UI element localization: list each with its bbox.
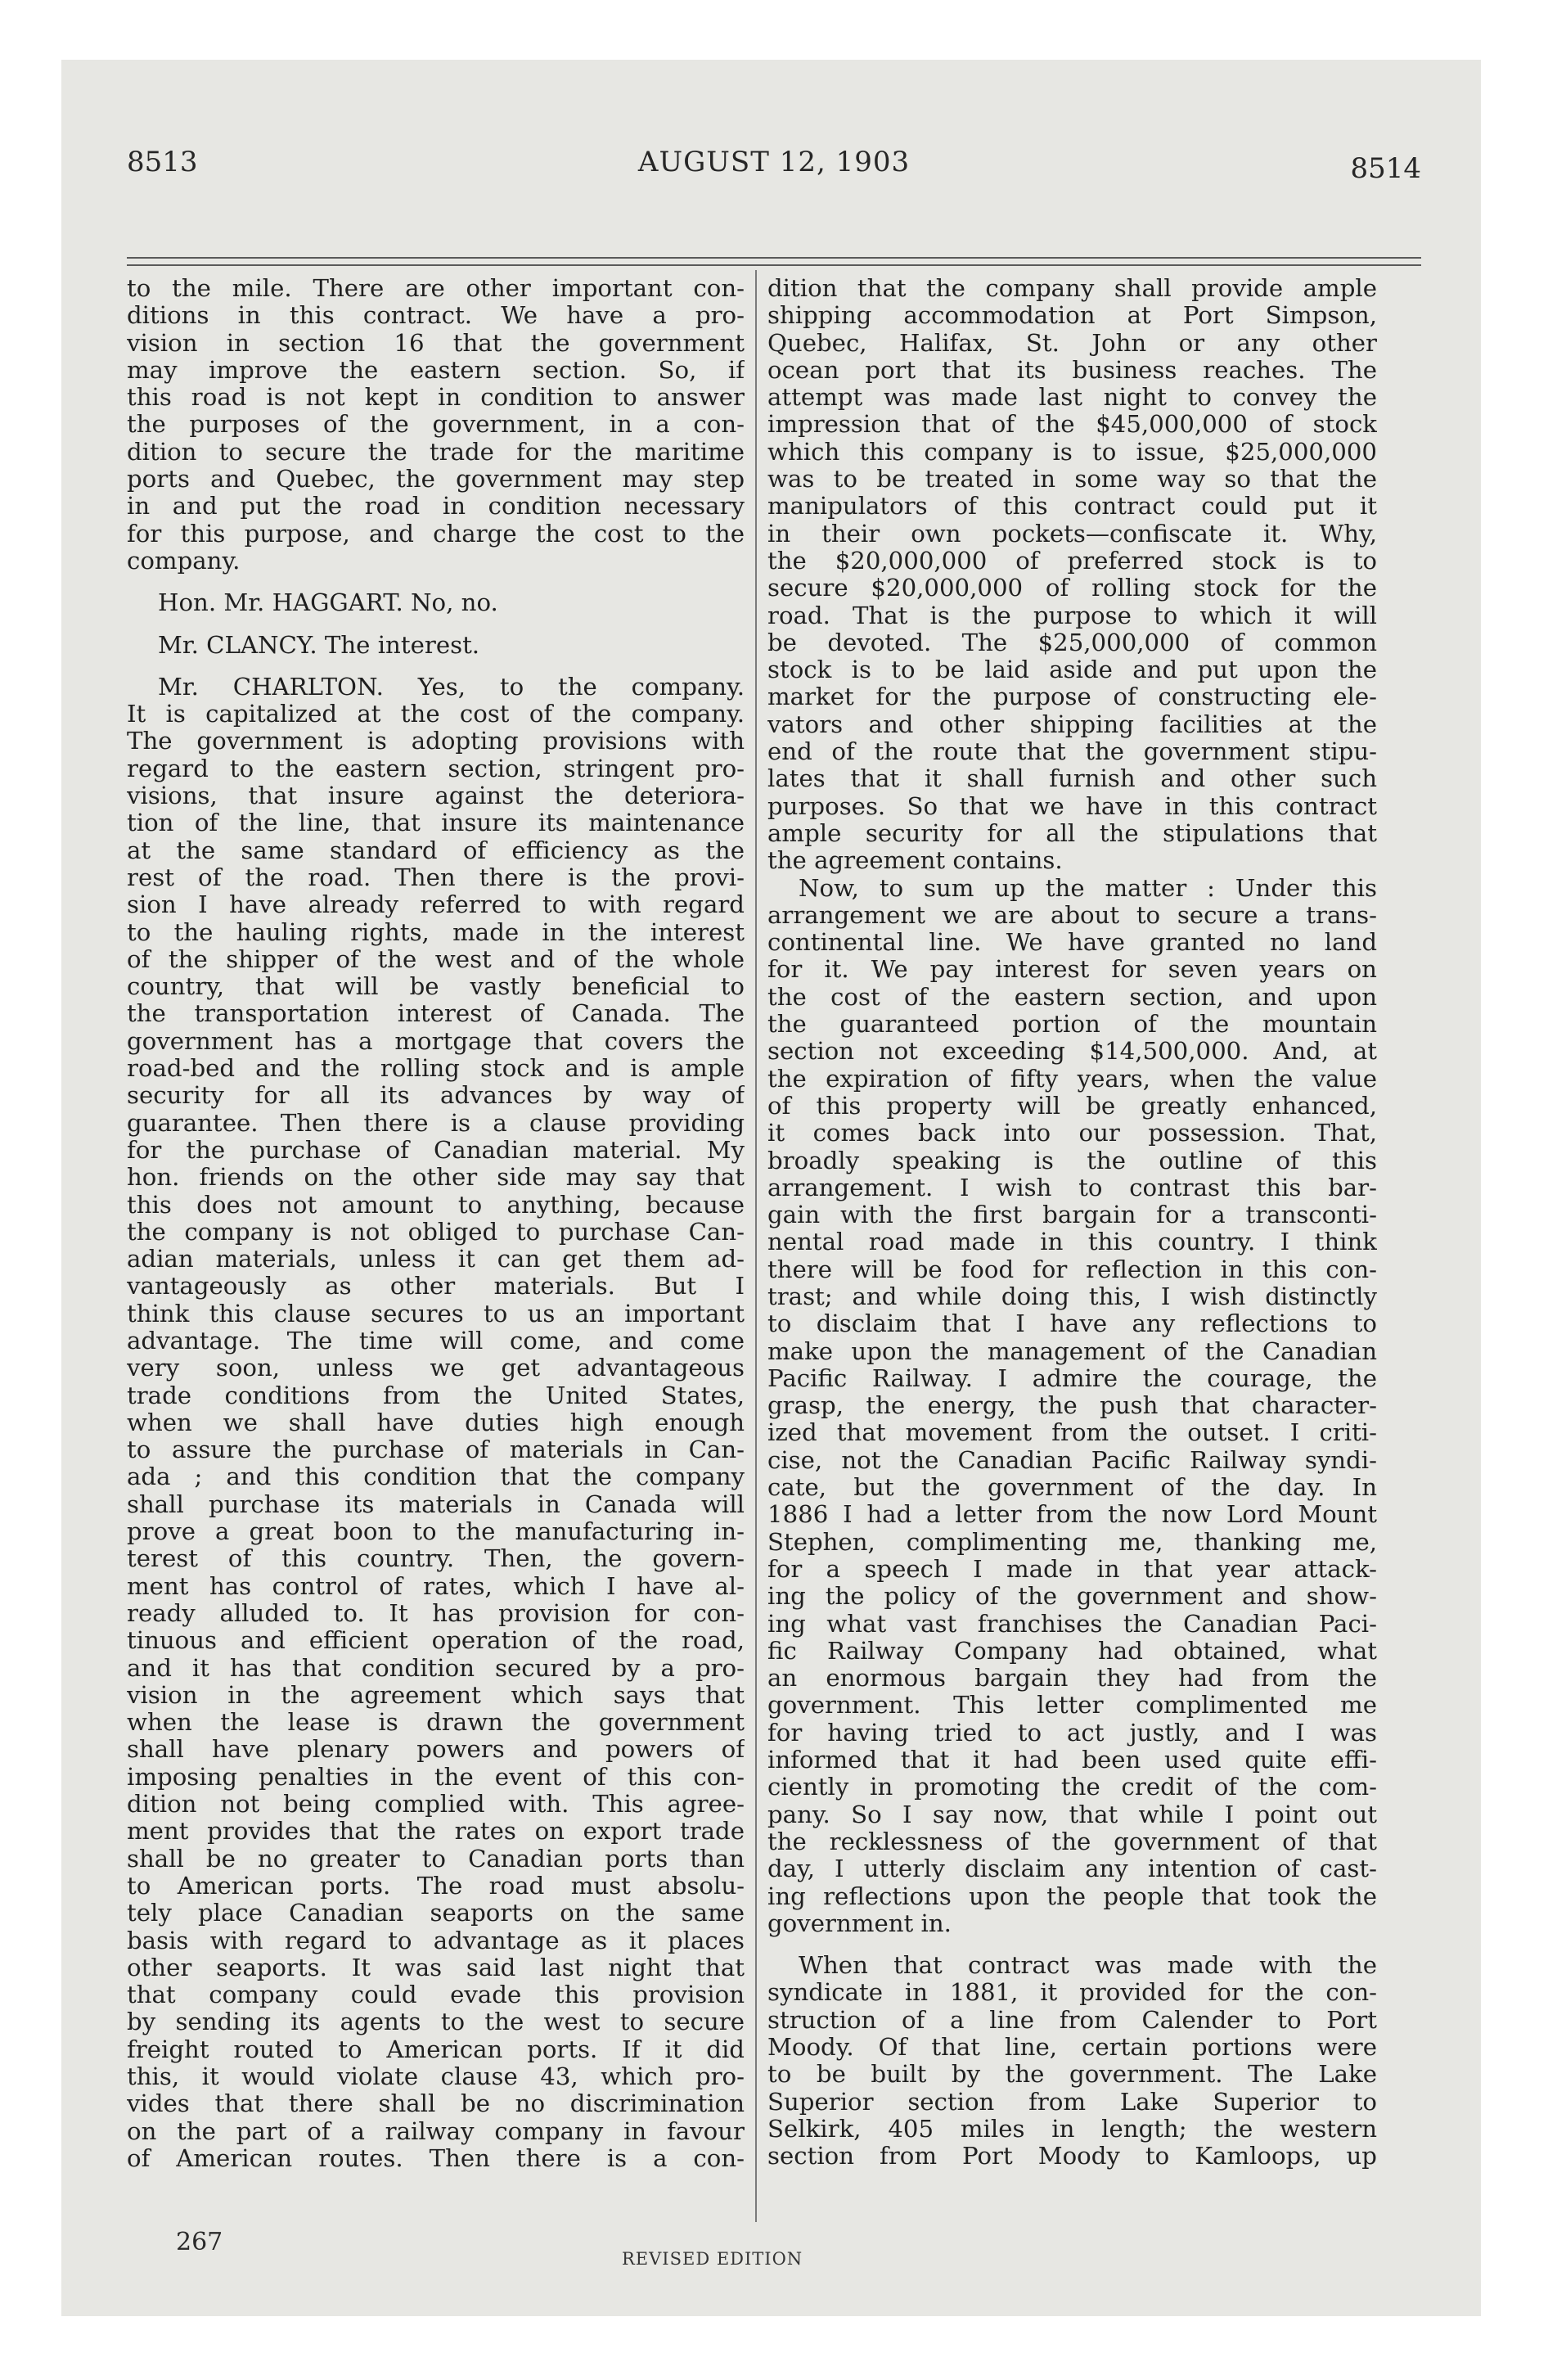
text-line: basis with regard to advantage as it places bbox=[127, 1926, 745, 1954]
left-column bbox=[127, 275, 745, 2239]
text-line: cate, but the government of the day. In bbox=[767, 1473, 1377, 1502]
text-line: visions, that insure against the deteriora- bbox=[127, 782, 745, 810]
text-line: ciently in promoting the credit of the com- bbox=[767, 1773, 1377, 1801]
text-line: ing the policy of the government and show- bbox=[767, 1582, 1377, 1611]
text-line: section not exceeding $14,500,000. And, at bbox=[767, 1037, 1377, 1066]
text-line: vantageously as other materials. But I bbox=[127, 1272, 745, 1300]
text-line: 1886 I had a letter from the now Lord Mount bbox=[767, 1500, 1377, 1529]
folio-number: 267 bbox=[176, 2228, 223, 2256]
text-line: ample security for all the stipulations that bbox=[767, 818, 1377, 847]
text-line: end of the route that the government stipu- bbox=[767, 737, 1377, 766]
text-line: ports and Quebec, the government may step bbox=[127, 465, 745, 494]
text-line: ada ; and this condition that the company bbox=[127, 1463, 745, 1491]
text-line: adian materials, unless it can get them ad- bbox=[127, 1245, 745, 1273]
text-line: government has a mortgage that covers the bbox=[127, 1026, 745, 1055]
text-line: road-bed and the rolling stock and is ample bbox=[127, 1054, 745, 1083]
text-line: struction of a line from Calender to Port bbox=[767, 2005, 1377, 2034]
text-line: grasp, the energy, the push that character- bbox=[767, 1391, 1377, 1420]
text-line: the expiration of fifty years, when the value bbox=[767, 1064, 1377, 1093]
text-line: tinuous and efficient operation of the road, bbox=[127, 1626, 745, 1655]
text-line: sion I have already referred to with regard bbox=[127, 890, 745, 919]
text-line: impression that of the $45,000,000 of stock bbox=[767, 410, 1377, 439]
text-line: think this clause secures to us an important bbox=[127, 1299, 745, 1327]
text-line: ment provides that the rates on export trade bbox=[127, 1817, 745, 1846]
text-line: vision in the agreement which says that bbox=[127, 1680, 745, 1709]
text-line: ment has control of rates, which I have al- bbox=[127, 1571, 745, 1600]
right-page-number: 8514 bbox=[1350, 152, 1421, 185]
text-line: ocean port that its business reaches. The bbox=[767, 355, 1377, 384]
text-line: lates that it shall furnish and other such bbox=[767, 764, 1377, 793]
text-line: fic Railway Company had obtained, what bbox=[767, 1636, 1377, 1665]
text-line: guarantee. Then there is a clause providing bbox=[127, 1108, 745, 1137]
text-line: the transportation interest of Canada. The bbox=[127, 999, 745, 1028]
text-line: The government is adopting provisions with bbox=[127, 727, 745, 755]
text-line: country, that will be vastly beneficial to bbox=[127, 972, 745, 1001]
text-line: of American routes. Then there is a con- bbox=[127, 2143, 745, 2172]
text-line: the company is not obliged to purchase Can- bbox=[127, 1217, 745, 1246]
text-line: company. bbox=[127, 546, 241, 575]
text-line: section from Port Moody to Kamloops, up bbox=[767, 2142, 1377, 2170]
text-line: ing what vast franchises the Canadian Paci- bbox=[767, 1609, 1377, 1638]
text-line: to disclaim that I have any reflections to bbox=[767, 1309, 1377, 1338]
text-line: by sending its agents to the west to secure bbox=[127, 2008, 745, 2036]
text-line: Mr. CLANCY. The interest. bbox=[158, 630, 480, 659]
text-line: shall purchase its materials in Canada will bbox=[127, 1490, 745, 1518]
text-line: of this property will be greatly enhanced, bbox=[767, 1091, 1377, 1120]
text-line: for this purpose, and charge the cost to the bbox=[127, 519, 745, 548]
text-line: may improve the eastern section. So, if bbox=[127, 355, 745, 384]
left-page-number: 8513 bbox=[127, 146, 198, 178]
text-line: to American ports. The road must absolu- bbox=[127, 1871, 745, 1900]
text-line: the cost of the eastern section, and upon bbox=[767, 982, 1377, 1011]
text-line: Hon. Mr. HAGGART. No, no. bbox=[158, 588, 498, 617]
text-line: day, I utterly disclaim any intention of cast- bbox=[767, 1855, 1377, 1883]
text-line: freight routed to American ports. If it did bbox=[127, 2035, 745, 2063]
text-line: rest of the road. Then there is the provi- bbox=[127, 863, 745, 891]
text-line: syndicate in 1881, it provided for the con- bbox=[767, 1978, 1377, 2007]
text-line: shall have plenary powers and powers of bbox=[127, 1735, 745, 1764]
text-line: vators and other shipping facilities at the bbox=[767, 710, 1377, 738]
text-line: purposes. So that we have in this contract bbox=[767, 791, 1377, 820]
text-line: be devoted. The $25,000,000 of common bbox=[767, 628, 1377, 656]
text-line: government in. bbox=[767, 1909, 952, 1937]
text-line: dition to secure the trade for the maritime bbox=[127, 437, 745, 466]
text-line: on the part of a railway company in favour bbox=[127, 2116, 745, 2145]
text-line: was to be treated in some way so that the bbox=[767, 465, 1377, 494]
text-line: manipulators of this contract could put it bbox=[767, 492, 1377, 521]
text-line: Superior section from Lake Superior to bbox=[767, 2087, 1377, 2116]
text-line: imposing penalties in the event of this con- bbox=[127, 1762, 745, 1791]
text-line: very soon, unless we get advantageous bbox=[127, 1354, 745, 1382]
right-column bbox=[767, 275, 1377, 2239]
text-line: security for all its advances by way of bbox=[127, 1081, 745, 1110]
text-line: Pacific Railway. I admire the courage, the bbox=[767, 1364, 1377, 1392]
text-line: the purposes of the government, in a con- bbox=[127, 410, 745, 439]
text-line: vision in section 16 that the government bbox=[127, 328, 745, 357]
text-line: this, it would violate clause 43, which pro- bbox=[127, 2062, 745, 2090]
text-line: cise, not the Canadian Pacific Railway syndi- bbox=[767, 1445, 1377, 1474]
text-line: stock is to be laid aside and put upon the bbox=[767, 656, 1377, 684]
page-header bbox=[127, 146, 1421, 195]
text-line: other seaports. It was said last night that bbox=[127, 1953, 745, 1981]
text-line: to be built by the government. The Lake bbox=[767, 2060, 1377, 2089]
text-line: Mr. CHARLTON. Yes, to the company. bbox=[158, 672, 745, 701]
text-line: arrangement. I wish to contrast this bar- bbox=[767, 1173, 1377, 1201]
text-line: It is capitalized at the cost of the company. bbox=[127, 700, 745, 728]
text-line: this road is not kept in condition to answer bbox=[127, 383, 745, 412]
text-line: at the same standard of efficiency as the bbox=[127, 836, 745, 864]
text-line: government. This letter complimented me bbox=[767, 1691, 1377, 1720]
text-line: secure $20,000,000 of rolling stock for the bbox=[767, 574, 1377, 602]
text-line: in their own pockets—confiscate it. Why, bbox=[767, 519, 1377, 548]
text-line: of the shipper of the west and of the whole bbox=[127, 944, 745, 973]
text-line: the recklessness of the government of that bbox=[767, 1827, 1377, 1855]
text-line: dition not being complied with. This agree- bbox=[127, 1790, 745, 1819]
text-line: Quebec, Halifax, St. John or any other bbox=[767, 328, 1377, 357]
text-line: for the purchase of Canadian material. My bbox=[127, 1135, 745, 1164]
text-line: when we shall have duties high enough bbox=[127, 1408, 745, 1436]
text-line: Moody. Of that line, certain portions were bbox=[767, 2033, 1377, 2061]
text-line: broadly speaking is the outline of this bbox=[767, 1146, 1377, 1174]
text-line: nental road made in this country. I think bbox=[767, 1228, 1377, 1256]
text-line: the guaranteed portion of the mountain bbox=[767, 1010, 1377, 1039]
header-date: AUGUST 12, 1903 bbox=[637, 146, 911, 178]
text-line: gain with the first bargain for a transconti- bbox=[767, 1201, 1377, 1229]
text-line: ing reflections upon the people that took the bbox=[767, 1882, 1377, 1910]
text-line: regard to the eastern section, stringent pro- bbox=[127, 754, 745, 782]
text-line: dition that the company shall provide ample bbox=[767, 275, 1377, 302]
text-line: ready alluded to. It has provision for con- bbox=[127, 1598, 745, 1627]
text-line: an enormous bargain they had from the bbox=[767, 1664, 1377, 1693]
text-line: ized that movement from the outset. I criti- bbox=[767, 1418, 1377, 1447]
text-line: vides that there shall be no discrimination bbox=[127, 2089, 745, 2118]
text-line: ditions in this contract. We have a pro- bbox=[127, 301, 745, 330]
text-line: advantage. The time will come, and come bbox=[127, 1326, 745, 1355]
text-line: attempt was made last night to convey the bbox=[767, 383, 1377, 412]
header-rule-bottom bbox=[127, 264, 1421, 266]
text-line: for it. We pay interest for seven years on bbox=[767, 955, 1377, 984]
text-line: tely place Canadian seaports on the same bbox=[127, 1899, 745, 1927]
text-line: Stephen, complimenting me, thanking me, bbox=[767, 1527, 1377, 1556]
header-rule-top bbox=[127, 257, 1421, 259]
text-line: to the hauling rights, made in the interest bbox=[127, 917, 745, 946]
text-line: continental line. We have granted no land bbox=[767, 928, 1377, 957]
text-line: shall be no greater to Canadian ports than bbox=[127, 1844, 745, 1873]
text-line: in and put the road in condition necessary bbox=[127, 492, 745, 521]
text-line: there will be food for reflection in this con- bbox=[767, 1255, 1377, 1283]
text-line: the agreement contains. bbox=[767, 846, 1063, 875]
text-line: When that contract was made with the bbox=[799, 1951, 1377, 1980]
text-line: tion of the line, that insure its maintenance bbox=[127, 809, 745, 837]
text-line: trade conditions from the United States, bbox=[127, 1381, 745, 1409]
text-line: it comes back into our possession. That, bbox=[767, 1119, 1377, 1147]
text-line: road. That is the purpose to which it will bbox=[767, 601, 1377, 629]
text-line: which this company is to issue, $25,000,000 bbox=[767, 437, 1377, 466]
text-line: to assure the purchase of materials in Can- bbox=[127, 1436, 745, 1464]
text-line: pany. So I say now, that while I point out bbox=[767, 1800, 1377, 1828]
text-line: when the lease is drawn the government bbox=[127, 1708, 745, 1737]
edition-label: REVISED EDITION bbox=[622, 2249, 803, 2269]
text-line: the $20,000,000 of preferred stock is to bbox=[767, 546, 1377, 575]
text-line: for a speech I made in that year attack- bbox=[767, 1554, 1377, 1583]
text-line: informed that it had been used quite effi- bbox=[767, 1746, 1377, 1774]
text-line: prove a great boon to the manufacturing in- bbox=[127, 1517, 745, 1546]
text-line: shipping accommodation at Port Simpson, bbox=[767, 301, 1377, 330]
text-line: that company could evade this provision bbox=[127, 1981, 745, 2009]
text-line: trast; and while doing this, I wish distinctly bbox=[767, 1282, 1377, 1310]
text-line: make upon the management of the Canadian bbox=[767, 1336, 1377, 1365]
text-line: arrangement we are about to secure a trans- bbox=[767, 900, 1377, 929]
text-line: market for the purpose of constructing ele- bbox=[767, 683, 1377, 711]
text-line: Selkirk, 405 miles in length; the western bbox=[767, 2114, 1377, 2143]
text-line: terest of this country. Then, the govern- bbox=[127, 1544, 745, 1573]
text-line: and it has that condition secured by a pro- bbox=[127, 1653, 745, 1682]
text-line: to the mile. There are other important con- bbox=[127, 275, 745, 302]
column-divider bbox=[755, 270, 757, 2222]
text-line: this does not amount to anything, because bbox=[127, 1190, 745, 1219]
text-line: Now, to sum up the matter : Under this bbox=[799, 873, 1377, 902]
text-line: hon. friends on the other side may say that bbox=[127, 1163, 745, 1192]
text-line: for having tried to act justly, and I was bbox=[767, 1718, 1377, 1747]
